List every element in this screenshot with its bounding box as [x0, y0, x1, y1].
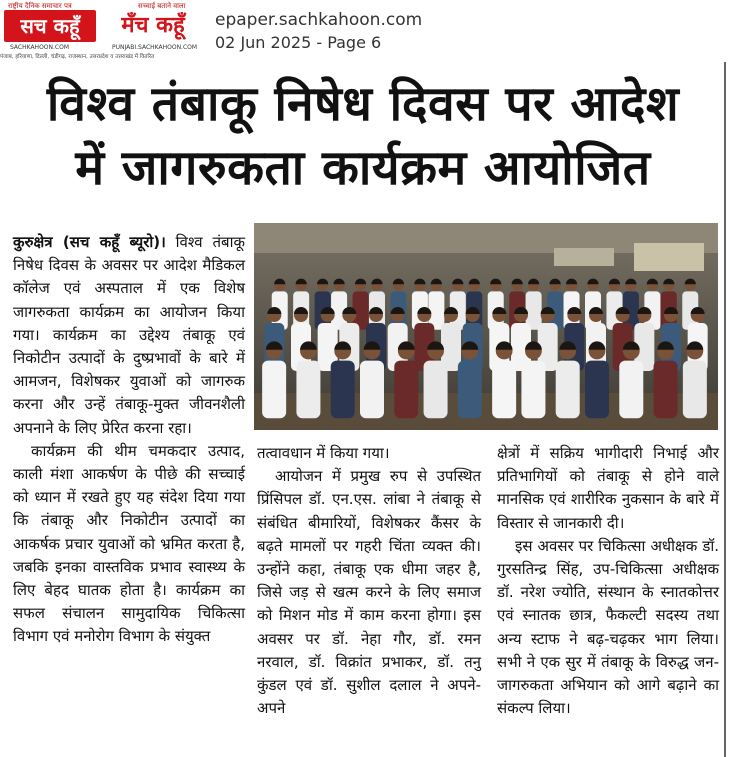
article-headline: [6, 72, 720, 200]
distribution-strip: पंजाब, हरियाणा, दिल्ली, चंडीगढ़, राजस्थान, उत्तरप्रदेश व उत्तराखंड में वितरित: [0, 54, 155, 60]
col1-p1-text: विश्व तंबाकू निषेध दिवस के अवसर पर आदेश मैडिकल कॉलेज एवं अस्पताल में एक विशेष जागरुकता कार्यक्रम का आयोजन किया गया। कार्यक्रम का उद्देश्य तंबाकू एवं निकोटीन उत्पादों के दुष्प्रभावों के बारे में आमजन, विशेषकर युवाओं को जागरुक करना और उन्हें तंबाकू-मुक्त जीवनशैली अपनाने के लिए प्रेरित करना रहा।: [13, 233, 246, 437]
paragraph: तत्वावधान में किया गया।: [257, 444, 390, 462]
sach-kahoon-logo[interactable]: [0, 0, 100, 58]
paragraph: कार्यक्रम की थीम चमकदार उत्पाद, काली मंशा आकर्षण के पीछे की सच्चाई को ध्यान में रखते हुए यह संदेश दिया गया कि तंबाकू और निकोटीन उत्पादों का आकर्षक प्रचार युवाओं को भ्रमित करता है, जबकि इनका वास्तविक प्रभाव स्वास्थ्य के लिए बेहद घातक होता है। कार्यक्रम का सफल संचालन सामुदायिक चिकित्सा विभाग एवं मनोरोग विभाग के संयुक्त: [13, 441, 245, 646]
person-figure: [654, 361, 678, 419]
column-rule: [724, 62, 726, 757]
headline-line-1: विश्व तंबाकू निषेध दिवस पर आदेश: [46, 76, 680, 132]
edition-date-page: 02 Jun 2025 - Page 6: [215, 33, 382, 52]
person-figure: [521, 361, 545, 419]
epaper-header: [0, 0, 736, 62]
person-figure: [424, 361, 448, 419]
person-figure: [492, 361, 516, 419]
logo2-tagline: सच्चाई बताने वाला: [138, 2, 186, 10]
person-figure: [394, 361, 418, 419]
epaper-url[interactable]: epaper.sachkahoon.com: [215, 10, 423, 30]
person-figure: [556, 361, 580, 419]
event-photo[interactable]: [254, 223, 718, 430]
group-photo-illustration: [254, 223, 718, 430]
logo1-brand: सच कहूँ: [4, 10, 96, 42]
paragraph: [13, 231, 245, 440]
person-figure: [360, 361, 384, 419]
person-figure: [458, 361, 482, 419]
article-column-1: [13, 231, 245, 649]
manch-kahoon-logo[interactable]: [104, 0, 202, 58]
person-figure: [619, 361, 643, 419]
dateline: कुरुक्षेत्र (सच कहूँ ब्यूरो)।: [13, 233, 166, 251]
logo1-site: SACHKAHOON.COM: [10, 44, 69, 51]
article-column-2: [257, 442, 481, 720]
person-figure: [683, 361, 707, 419]
logo1-tagline: राष्ट्रीय दैनिक समाचार पत्र: [8, 2, 72, 10]
person-figure: [296, 361, 320, 419]
paragraph: इस अवसर पर चिकित्सा अधीक्षक डॉ. गुरसतिन्द्र सिंह, उप-चिकित्सा अधीक्षक डॉ. नरेश ज्योति, संस्थान के स्नातकोत्तर एवं स्नातक छात्र, फैकल्टी सदस्य तथा अन्य स्टाफ ने बढ़-चढ़कर भाग लिया। सभी ने एक सुर में तंबाकू के विरुद्ध जन-जागरुकता अभियान को आगे बढ़ाने का संकल्प लिया।: [497, 536, 719, 718]
person-figure: [331, 361, 355, 419]
paragraph: क्षेत्रों में सक्रिय भागीदारी निभाई और प्रतिभागियों को तंबाकू से होने वाले मानसिक एवं शारीरिक नुकसान के बारे में विस्तार से जानकारी दी।: [497, 444, 719, 532]
paragraph: आयोजन में प्रमुख रुप से उपस्थित प्रिंसिपल डॉ. एन.एस. लांबा ने तंबाकू से संबंधित बीमारियों, विशेषकर कैंसर के बढ़ते मामलों पर गहरी चिंता व्यक्त की। उन्होंने कहा, तंबाकू एक धीमा जहर है, जिसे जड़ से खत्म करने के लिए समाज को मिशन मोड में काम करना होगा। इस अवसर पर डॉ. नेहा गौर, डॉ. रमन नरवाल, डॉ. विक्रांत प्रभाकर, डॉ. तनु कुंडल एवं डॉ. सुशील दलाल ने अपने-अपने: [257, 467, 481, 718]
article-column-3: [497, 442, 719, 720]
headline-line-2: में जागरुकता कार्यक्रम आयोजित: [75, 140, 651, 196]
person-figure: [262, 361, 286, 419]
logo2-brand: मँच कहूँ: [108, 10, 198, 42]
logo2-site: PUNJABI.SACHKAHOON.COM: [112, 44, 198, 51]
person-figure: [585, 361, 609, 419]
